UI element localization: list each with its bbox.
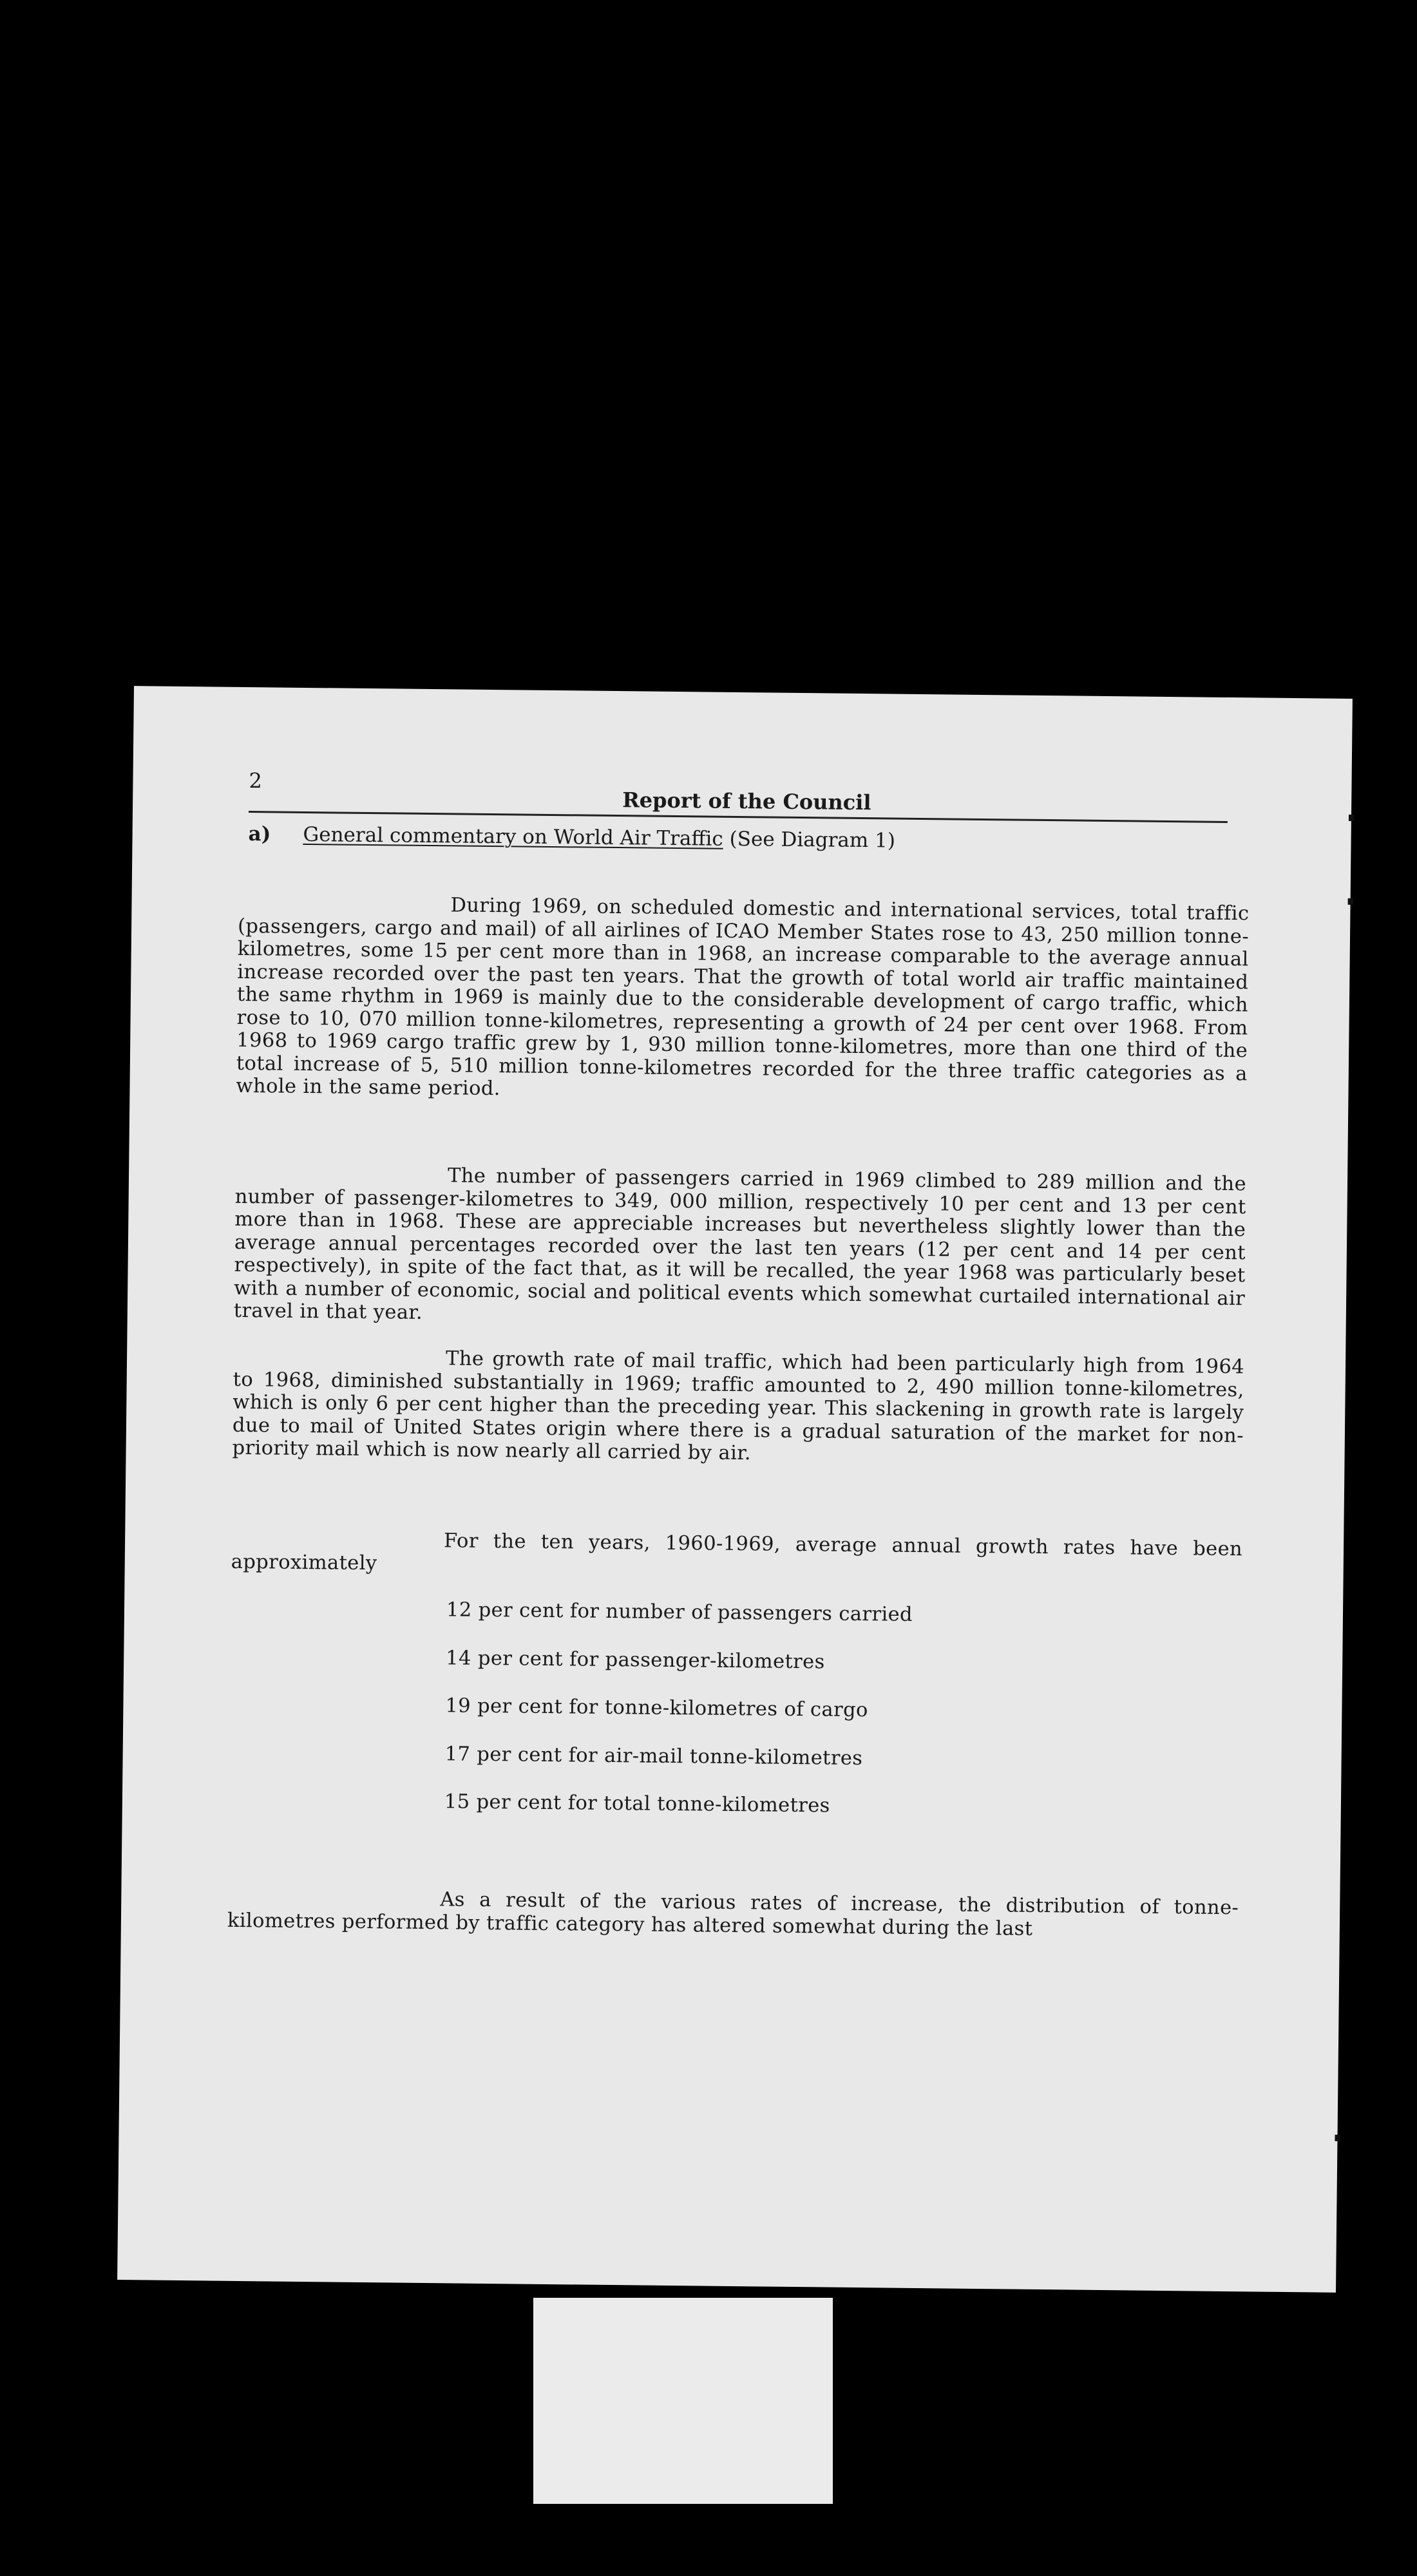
section-title: General commentary on World Air Traffic	[303, 822, 723, 851]
section-heading	[248, 822, 895, 853]
paragraph-growth-intro	[231, 1528, 1243, 1584]
edge-speck	[1348, 898, 1353, 905]
paragraph-mail-traffic	[232, 1345, 1244, 1470]
growth-rate-list	[444, 1598, 913, 1843]
page-number: 2	[249, 768, 263, 793]
paragraph-distribution	[227, 1886, 1239, 1942]
edge-speck	[1349, 815, 1354, 821]
scanned-page	[117, 686, 1353, 2293]
growth-rate-item: 14 per cent for passenger-kilometres	[446, 1646, 825, 1673]
growth-rate-item: 17 per cent for air-mail tonne-kilometres	[444, 1742, 863, 1770]
running-header: Report of the Council	[622, 788, 871, 815]
growth-rate-item: 15 per cent for total tonne-kilometres	[444, 1790, 830, 1817]
growth-rate-item: 12 per cent for number of passengers carried	[446, 1598, 913, 1626]
paragraph-text: For the ten years, 1960-1969, average annual growth rates have been approximately	[231, 1530, 1243, 1575]
section-note: (See Diagram 1)	[729, 827, 896, 853]
paragraph-text: The growth rate of mail traffic, which had been particularly high from 1964 to 1968, diminished substantially in 1969; traffic amounted to 2, 490 million tonne-kilometres, which is only 6 per cent higher than the preceding year. This slackening in growth rate is largely due to mail of United States origin where there is a gradual saturation of the market for non-priority mail which is now nearly all carried by air.	[232, 1347, 1245, 1465]
edge-speck	[1335, 2135, 1340, 2141]
section-marker: a)	[248, 822, 271, 846]
paragraph-total-traffic	[236, 892, 1249, 1108]
paragraph-passengers	[234, 1162, 1247, 1333]
blank-card	[533, 2298, 833, 2504]
paragraph-text: During 1969, on scheduled domestic and international services, total traffic (passengers, cargo and mail) of all airlines of ICAO Member States rose to 43, 250 million tonne-kilometres, some 15 per cent more than in 1968, an increase comparable to the average annual increase recorded over the past ten years. That the growth of total world air traffic maintained the same rhythm in 1969 is mainly due to the considerable development of cargo traffic, which rose to 10, 070 million tonne-kilometres, representing a growth of 24 per cent over 1968. From 1968 to 1969 cargo traffic grew by 1, 930 million tonne-kilometres, more than one third of the total increase of 5, 510 million tonne-kilometres recorded for the three traffic categories as a whole in the same period.	[236, 894, 1250, 1101]
paragraph-text: As a result of the various rates of increase, the distribution of tonne-kilometres performed by traffic category has altered somewhat during the last	[227, 1888, 1239, 1940]
page-content	[117, 686, 1353, 2293]
growth-rate-item: 19 per cent for tonne-kilometres of cargo	[445, 1694, 868, 1722]
paragraph-text: The number of passengers carried in 1969 climbed to 289 million and the number of passenger-kilometres to 349, 000 million, respectively 10 per cent and 13 per cent more than in 1968. These are appreciable increases but nevertheless slightly lower than the average annual percentages recorded over the last ten years (12 per cent and 14 per cent respectively), in spite of the fact that, as it will be recalled, the year 1968 was particularly beset with a number of economic, social and political events which somewhat curtailed international air travel in that year.	[233, 1164, 1247, 1324]
